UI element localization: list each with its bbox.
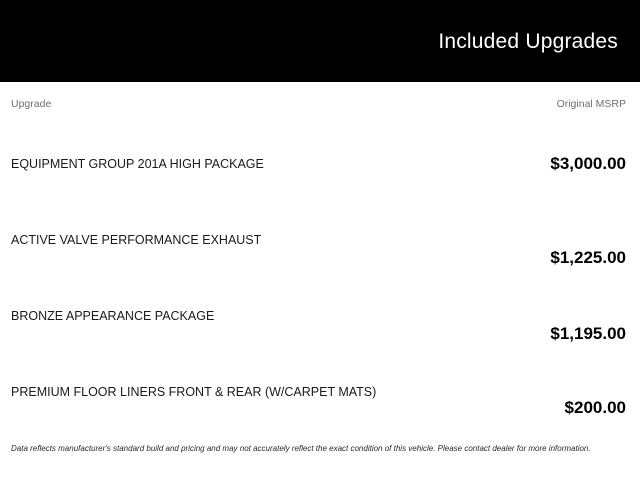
table-header-row <box>0 82 640 126</box>
upgrade-price: $3,000.00 <box>550 154 626 173</box>
disclaimer-text: Data reflects manufacturer's standard build and pricing and may not accurately reflect the exact condition of this vehicle. Please contact dealer for more information. <box>11 443 591 453</box>
upgrade-name: ACTIVE VALVE PERFORMANCE EXHAUST <box>11 232 262 247</box>
upgrade-price: $200.00 <box>564 398 626 417</box>
table-row <box>0 354 640 430</box>
upgrade-name: PREMIUM FLOOR LINERS FRONT & REAR (W/CARPET MATS) <box>11 384 377 399</box>
column-header-upgrade: Upgrade <box>11 98 52 110</box>
table-row <box>0 278 640 354</box>
table-row <box>0 126 640 202</box>
upgrade-price: $1,225.00 <box>550 248 626 267</box>
upgrade-price: $1,195.00 <box>550 324 626 343</box>
upgrade-name: EQUIPMENT GROUP 201A HIGH PACKAGE <box>11 156 264 171</box>
page-title: Included Upgrades <box>438 29 618 53</box>
upgrade-name: BRONZE APPEARANCE PACKAGE <box>11 308 215 323</box>
upgrades-list <box>0 126 640 438</box>
column-header-msrp: Original MSRP <box>556 98 626 110</box>
panel-header <box>0 0 640 82</box>
table-row <box>0 202 640 278</box>
